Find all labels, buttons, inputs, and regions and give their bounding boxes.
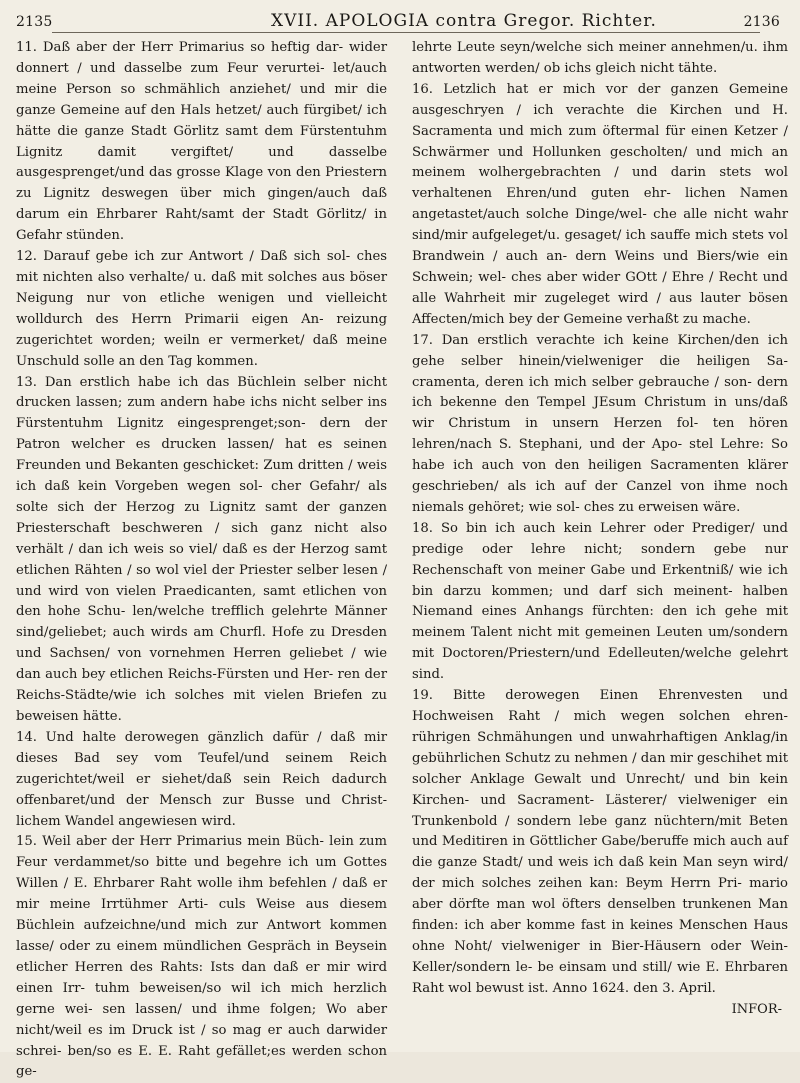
paragraph-15: 15. Weil aber der Herr Primarius mein Büch- lein zum Feur verdammet/so bitte und begehre ich um Gottes Willen / E. Ehrbarer Raht wolle ihm befehlen / daß er mir meine Irrtühmer Arti- culs Weise aus diesem Büchlein aufzeichne/und mich zur Antwort kommen lasse/ oder zu einem mündlichen Gespräch in Beysein etlicher Herren des Rahts: Ists dan daß er mir wird einen Irr- tuhm beweisen/so wil ich mich herzlich gerne wei- sen lassen/ und ihme folgen; Wo aber nicht/weil es im Druck ist / so mag er auch darwider schrei- ben/so es E. E. Raht gefället;es werden schon ge- xyxy=(16,834,388,1080)
paragraph-13: 13. Dan erstlich habe ich das Büchlein selber nicht drucken lassen; zum andern habe ichs nicht selber ins Fürstentuhm Lignitz eingesprenget;son- dern der Patron welcher es drucken lassen/ hat es seinen Freunden und Bekanten geschicket: Zum dritten / weis ich daß kein Vorgeben wegen sol- cher Gefahr/ als solte sich der Herzog zu Lignitz samt der ganzen Priesterschaft beschweren / sich ganz nicht also verhält / dan ich weis so viel/ daß es der Herzog samt etlichen Rähten / so wol viel der Priester selber lesen / und wird von vielen Praedicanten, samt etlichen von den hohe Schu- len/welche trefflich gelehrte Männer sind/geliebet; auch wirds am Churfl. Hofe zu Dresden und Sachsen/ von vornehmen Herren geliebet / wie dan auch bey etlichen Reichs-Fürsten und Her- ren der Reichs-Städte/wie ich solches mit vielen Briefen zu beweisen hätte. xyxy=(16,374,388,724)
paragraph-16: 16. Letzlich hat er mich vor der ganzen Gemeine ausgeschryen / ich verachte die Kirchen und H. Sacramenta und mich zum öftermal für einen Ketzer / Schwärmer und Hollunken gescholten/ und mich an meinem wolhergebrachten / und darin stets wol verhaltenen Ehren/und guten ehr- lichen Namen angetastet/auch solche Dinge/wel- che alle nicht wahr sind/mir aufgeleget/u. gesaget/ ich sauffe mich stets vol Brandwein / auch an- dern Weins und Biers/wie ein Schwein; wel- ches aber wider GOtt / Ehre / Recht und alle Wahrheit mir zugeleget wird / aus lauter bösen Affecten/mich bey der Gemeine verhaßt zu mache. xyxy=(412,81,788,327)
header-rule xyxy=(52,32,760,33)
paragraph-15-continued: lehrte Leute seyn/welche sich meiner annehmen/u. ihm antworten werden/ ob ichs gleich nicht tähte. xyxy=(412,40,788,76)
catchword: INFOR- xyxy=(731,1001,782,1017)
left-column xyxy=(16,38,388,1080)
right-column xyxy=(412,38,788,1046)
running-title: XVII. APOLOGIA contra Gregor. Richter. xyxy=(271,11,657,31)
text-columns xyxy=(16,38,788,1080)
paragraph-19: 19. Bitte derowegen Einen Ehrenvesten und Hochweisen Raht / mich wegen solchen ehren- rührigen Schmähungen und unwahrhaftigen Anklag/in gebührlichen Schutz zu nehmen / dan mir geschihet mit solcher Anklage Gewalt und Unrecht/ und bin kein Kirchen- und Sacrament- Lästerer/ vielweniger ein Trunkenbold / sondern lebe ganz nüchtern/mit Beten und Meditiren in Göttlicher Gabe/beruffe mich auch auf die ganze Stadt/ und weis ich daß kein Man seyn wird/ der mich solches zeihen kan: Beym Herrn Pri- mario aber dörfte man wol öfters denselben trunkenen Man finden: ich aber komme fast in keines Menschen Haus ohne Noht/ vielweniger in Bier-Häusern oder Wein-Keller/sondern le- be einsam und still/ wie E. Ehrbaren Raht wol bewust ist. Anno 1624. den 3. April. xyxy=(412,688,788,996)
column-gutter xyxy=(399,38,400,1046)
paragraph-18: 18. So bin ich auch kein Lehrer oder Prediger/ und predige oder lehre nicht; sondern gebe nur Rechenschaft von meiner Gabe und Erkentniß/ wie ich bin darzu kommen; und darf sich meinent- halben Niemand eines Anhangs fürchten: den ich gehe mit meinem Talent nicht mit gemeinen Leuten um/sondern mit Doctoren/Priestern/und Edelleuten/welche gelehrt sind. xyxy=(412,520,788,683)
paragraph-14: 14. Und halte derowegen gänzlich dafür / daß mir dieses Bad sey vom Teufel/und seinem Reich zugerichtet/weil er siehet/daß sein Reich dadurch offenbaret/und der Mensch zur Busse und Christ- lichem Wandel angewiesen wird. xyxy=(16,729,388,829)
page-number-right: 2136 xyxy=(743,14,780,30)
paragraph-17: 17. Dan erstlich verachte ich keine Kirchen/den ich gehe selber hinein/vielweniger die heiligen Sa- cramenta, deren ich mich selber gebrauche / son- dern ich bekenne den Tempel JEsum Christum in uns/daß wir Christum in unsern Herzen fol- ten hören lehren/nach S. Stephani, und der Apo- stel Lehre: So habe ich auch von den heiligen Sacramenten klärer geschrieben/ als ich auf der Canzel von ihme noch niemals gehöret; wie sol- ches zu erweisen wäre. xyxy=(412,332,788,515)
paragraph-11: 11. Daß aber der Herr Primarius so heftig dar- wider donnert / und dasselbe zum Feur verurtei- let/auch meine Person so schmählich anziehet/ und mir die ganze Gemeine auf den Hals hetzet/ auch fürgibet/ ich hätte die ganze Stadt Görlitz samt dem Fürstentuhm Lignitz damit vergiftet/ und dasselbe ausgesprenget/und das grosse Klage von den Priestern zu Lignitz deswegen über mich gingen/auch daß darum ein Ehrbarer Raht/samt der Stadt Görlitz/ in Gefahr stünden. xyxy=(16,40,388,244)
page-number-left: 2135 xyxy=(16,14,53,30)
paragraph-12: 12. Darauf gebe ich zur Antwort / Daß sich sol- ches mit nichten also verhalte/ u. daß mit solches aus böser Neigung nur von etliche wenigen und vielleicht wolldurch des Herrn Primarii eigen An- reizung zugerichtet worden; weiln er vermerket/ daß meine Unschuld solle an den Tag kommen. xyxy=(16,249,388,369)
